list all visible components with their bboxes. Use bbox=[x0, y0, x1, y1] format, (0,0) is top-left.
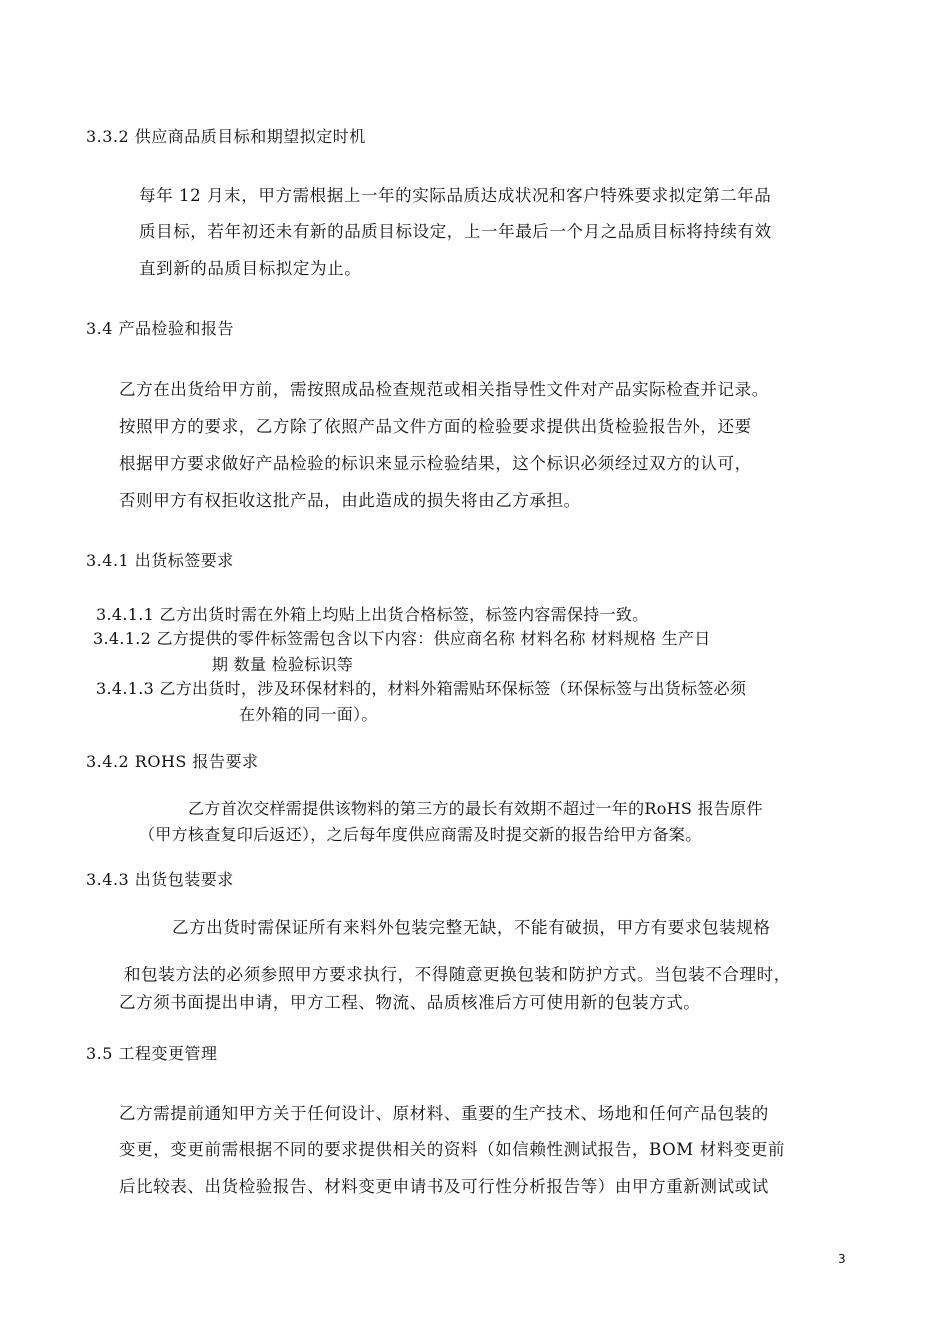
paragraph-line: 否则甲方有权拒收这批产品，由此造成的损失将由乙方承担。 bbox=[119, 491, 581, 510]
paragraph-line: 变更，变更前需根据不同的要求提供相关的资料（如信赖性测试报告，BOM 材料变更前 bbox=[119, 1140, 786, 1159]
list-item-3-4-1-3: 3.4.1.3 乙方出货时，涉及环保材料的，材料外箱需贴环保标签（环保标签与出货标签必须 bbox=[96, 679, 747, 698]
list-item-3-4-1-1: 3.4.1.1 乙方出货时需在外箱上均贴上出货合格标签，标签内容需保持一致。 bbox=[96, 605, 649, 624]
heading-3-5: 3.5 工程变更管理 bbox=[86, 1044, 218, 1063]
heading-3-4-2: 3.4.2 ROHS 报告要求 bbox=[86, 752, 259, 771]
paragraph-line: 每年 12 月末，甲方需根据上一年的实际品质达成状况和客户特殊要求拟定第二年品 bbox=[139, 186, 772, 205]
page-number: 3 bbox=[838, 1252, 846, 1266]
paragraph-line: 后比较表、出货检验报告、材料变更申请书及可行性分析报告等）由甲方重新测试或试 bbox=[119, 1177, 769, 1196]
paragraph-line: 根据甲方要求做好产品检验的标识来显示检验结果，这个标识必须经过双方的认可， bbox=[119, 454, 752, 473]
paragraph-line: 乙方需提前通知甲方关于任何设计、原材料、重要的生产技术、场地和任何产品包装的 bbox=[119, 1104, 769, 1123]
list-item-3-4-1-2: 3.4.1.2 乙方提供的零件标签需包含以下内容：供应商名称 材料名称 材料规格 生产日 bbox=[93, 629, 711, 648]
list-item-3-4-1-2-cont: 期 数量 检验标识等 bbox=[212, 655, 354, 674]
paragraph-line: 按照甲方的要求，乙方除了依照产品文件方面的检验要求提供出货检验报告外，还要 bbox=[119, 417, 752, 436]
paragraph-line: （甲方核查复印后返还），之后每年度供应商需及时提交新的报告给甲方备案。 bbox=[139, 825, 702, 844]
paragraph-line: 乙方首次交样需提供该物料的第三方的最长有效期不超过一年的RoHS 报告原件 bbox=[188, 799, 763, 818]
paragraph-line: 质目标，若年初还未有新的品质目标设定，上一年最后一个月之品质目标将持续有效 bbox=[139, 222, 772, 241]
heading-3-4: 3.4 产品检验和报告 bbox=[86, 319, 235, 338]
paragraph-line: 直到新的品质目标拟定为止。 bbox=[139, 259, 362, 278]
list-item-3-4-1-3-cont: 在外箱的同一面）。 bbox=[239, 705, 378, 724]
paragraph-line: 乙方在出货给甲方前，需按照成品检查规范或相关指导性文件对产品实际检查并记录。 bbox=[119, 380, 769, 399]
heading-3-3-2: 3.3.2 供应商品质目标和期望拟定时机 bbox=[86, 127, 366, 146]
paragraph-line: 和包装方法的必须参照甲方要求执行，不得随意更换包装和防护方式。当包装不合理时， bbox=[124, 965, 791, 984]
paragraph-line: 乙方出货时需保证所有来料外包装完整无缺，不能有破损，甲方有要求包装规格 bbox=[172, 918, 771, 937]
heading-3-4-1: 3.4.1 出货标签要求 bbox=[86, 551, 234, 570]
paragraph-line: 乙方须书面提出申请，甲方工程、物流、品质核准后方可使用新的包装方式。 bbox=[119, 993, 701, 1012]
heading-3-4-3: 3.4.3 出货包装要求 bbox=[86, 870, 234, 889]
